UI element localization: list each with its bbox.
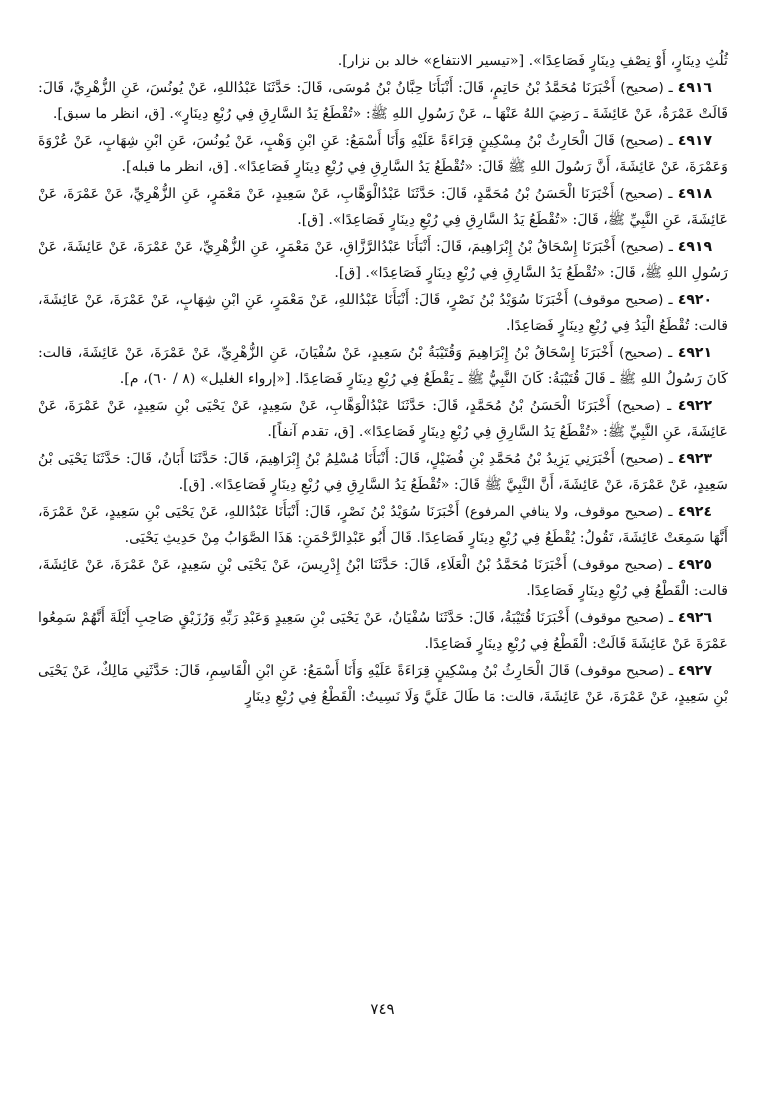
hadith-grade: (صحيح) <box>617 397 661 414</box>
hadith-text: أَخْبَرَنَا إِسْحَاقُ بْنُ إِبْرَاهِيمَ، قَالَ: أَنْبَأَنَا عَبْدُالرَّزَّاقِ، عَنْ مَعْمَرٍ، عَنِ الزُّهْرِيِّ، عَنْ عَمْرَةَ، عَنْ عَائِشَةَ، عَنْ رَسُولِ اللهِ ﷺ، قَالَ: «تُقْطَعُ يَدُ السَّارِقِ فِي رُبْعِ دِينَارٍ فَصَاعِدًا». [ق]. <box>38 238 728 281</box>
page-text-body <box>38 48 728 711</box>
hadith-text: أَخْبَرَنِي يَزِيدُ بْنُ مُحَمَّدِ بْنِ فُضَيْلٍ، قَالَ: أَنْبَأَنَا مُسْلِمُ بْنُ إِبْرَاهِيمَ، قَالَ: حَدَّثَنَا أَبَانُ، قَالَ: حَدَّثَنَا يَحْيَى بْنُ سَعِيدٍ، عَنْ عَمْرَةَ، عَنْ عَائِشَةَ، أَنَّ النَّبِيَّ ﷺ قَالَ: «تُقْطَعُ يَدُ السَّارِقِ فِي رُبْعِ دِينَارٍ فَصَاعِدًا». [ق]. <box>38 450 728 493</box>
hadith-grade: (صحيح) <box>620 132 664 149</box>
hadith-grade: (صحيح موقوف) <box>574 609 665 626</box>
hadith-text: أَخْبَرَنَا الْحَسَنُ بْنُ مُحَمَّدٍ، قَالَ: حَدَّثَنَا عَبْدُالْوَهَّابِ، عَنْ سَعِيدٍ، عَنْ مَعْمَرٍ، عَنِ الزُّهْرِيِّ، عَنْ عَمْرَةَ، عَنْ عَائِشَةَ، عَنِ النَّبِيِّ ﷺ، قَالَ: «تُقْطَعُ يَدُ السَّارِقِ فِي رُبْعِ دِينَارٍ فَصَاعِدًا». [ق]. <box>38 185 728 228</box>
hadith-text: أَخْبَرَنَا سُوَيْدُ بْنُ نَصْرٍ، قَالَ: أَنْبَأَنَا عَبْدُاللهِ، عَنْ يَحْيَى بْنِ سَعِيدٍ، عَنْ عَمْرَةَ، أَنَّهَا سَمِعَتْ عَائِشَةَ، تَقُولُ: يُقْطَعُ فِي رُبْعِ دِينَارٍ فَصَاعِدًا. قَالَ أَبُو عَبْدِالرَّحْمَنِ: هَذَا الصَّوَابُ مِنْ حَدِيثِ يَحْيَى. <box>38 503 728 546</box>
hadith-number: ٤٩١٦ <box>677 79 712 96</box>
hadith-4922: ٤٩٢٢ ـ (صحيح) أَخْبَرَنَا الْحَسَنُ بْنُ مُحَمَّدٍ، قَالَ: حَدَّثَنَا عَبْدُالْوَهَّابِ، عَنْ سَعِيدٍ، عَنْ يَحْيَى بْنِ سَعِيدٍ، عَنْ عَمْرَةَ، عَنْ عَائِشَةَ، عَنِ النَّبِيِّ ﷺ: «تُقْطَعُ يَدُ السَّارِقِ فِي رُبْعِ دِينَارٍ فَصَاعِدًا». [ق، تقدم آنفاً]. <box>38 397 728 440</box>
hadith-text: أَخْبَرَنَا مُحَمَّدُ بْنُ الْعَلَاءِ، قَالَ: حَدَّثَنَا ابْنُ إِدْرِيسَ، عَنْ يَحْيَى بْنِ سَعِيدٍ، عَنْ عَمْرَةَ، عَنْ عَائِشَةَ، قالت: الْقَطْعُ فِي رُبْعِ دِينَارٍ فَصَاعِدًا. <box>38 556 728 599</box>
hadith-number: ٤٩٢١ <box>677 344 712 361</box>
hadith-number: ٤٩٢٠ <box>677 291 713 308</box>
hadith-grade: (صحيح موقوف) <box>573 291 664 308</box>
hadith-number: ٤٩٢٥ <box>677 556 713 573</box>
hadith-text: أَخْبَرَنَا سُوَيْدُ بْنُ نَصْرٍ، قَالَ: أَنْبَأَنَا عَبْدُاللهِ، عَنْ مَعْمَرٍ، عَنِ ابْنِ شِهَابٍ، عَنْ عَمْرَةَ، عَنْ عَائِشَةَ، قالت: تُقْطَعُ الْيَدُ فِي رُبْعِ دِينَارٍ فَصَاعِدًا. <box>38 291 728 334</box>
hadith-grade: (صحيح موقوف) <box>572 556 663 573</box>
continuation-paragraph: ثُلُثِ دِينَارٍ، أَوْ نِصْفِ دِينَارٍ فَصَاعِدًا». [«تيسير الانتفاع» خالد بن نزار]. <box>337 53 728 69</box>
hadith-text: أَخْبَرَنَا إِسْحَاقُ بْنُ إِبْرَاهِيمَ وَقُتَيْبَةُ بْنُ سَعِيدٍ، عَنْ سُفْيَانَ، عَنِ الزُّهْرِيِّ، عَنْ عَمْرَةَ، عَنْ عَائِشَةَ، قالت: كَانَ رَسُولُ اللهِ ﷺ ـ قَالَ قُتَيْبَةُ: كَانَ النَّبِيُّ ﷺ ـ يَقْطَعُ فِي رُبْعِ دِينَارٍ فَصَاعِدًا. [«إرواء الغليل» (٨ / ٦٠)، م]. <box>38 344 728 387</box>
hadith-text: قَالَ الْحَارِثُ بْنُ مِسْكِينٍ قِرَاءَةً عَلَيْهِ وَأَنَا أَسْمَعُ: عَنِ ابْنِ وَهْبٍ، عَنْ يُونُسَ، عَنِ ابْنِ شِهَابٍ، عَنْ عُرْوَةَ وَعَمْرَةَ، عَنْ عَائِشَةَ، أَنَّ رَسُولَ اللهِ ﷺ قَالَ: «تُقْطَعُ يَدُ السَّارِقِ فِي رُبْعِ دِينَارٍ فَصَاعِدًا». [ق، انظر ما قبله]. <box>38 132 728 175</box>
hadith-number: ٤٩٢٣ <box>677 450 712 467</box>
hadith-text: أَخْبَرَنَا الْحَسَنُ بْنُ مُحَمَّدٍ، قَالَ: حَدَّثَنَا عَبْدُالْوَهَّابِ، عَنْ سَعِيدٍ، عَنْ يَحْيَى بْنِ سَعِيدٍ، عَنْ عَمْرَةَ، عَنْ عَائِشَةَ، عَنِ النَّبِيِّ ﷺ: «تُقْطَعُ يَدُ السَّارِقِ فِي رُبْعِ دِينَارٍ فَصَاعِدًا». [ق، تقدم آنفاً]. <box>38 397 728 440</box>
hadith-text: قَالَ الْحَارِثُ بْنُ مِسْكِينٍ قِرَاءَةً عَلَيْهِ وَأَنَا أَسْمَعُ: عَنِ ابْنِ الْقَاسِمِ، قَالَ: حَدَّثَنِي مَالِكٌ، عَنْ يَحْيَى بْنِ سَعِيدٍ، عَنْ عَمْرَةَ، عَنْ عَائِشَةَ، قالت: مَا طَالَ عَلَيَّ وَلَا نَسِيتُ: الْقَطْعُ فِي رُبْعِ دِينَارٍ <box>38 662 728 705</box>
hadith-4924: ٤٩٢٤ ـ (صحيح موقوف، ولا ينافي المرفوع) أَخْبَرَنَا سُوَيْدُ بْنُ نَصْرٍ، قَالَ: أَنْبَأَنَا عَبْدُاللهِ، عَنْ يَحْيَى بْنِ سَعِيدٍ، عَنْ عَمْرَةَ، أَنَّهَا سَمِعَتْ عَائِشَةَ، تَقُولُ: يُقْطَعُ فِي رُبْعِ دِينَارٍ فَصَاعِدًا. قَالَ أَبُو عَبْدِالرَّحْمَنِ: هَذَا الصَّوَابُ مِنْ حَدِيثِ يَحْيَى. <box>38 503 728 546</box>
hadith-grade: (صحيح موقوف) <box>574 662 665 679</box>
hadith-number: ٤٩١٩ <box>677 238 712 255</box>
hadith-grade: (صحيح) <box>620 450 664 467</box>
hadith-4921: ٤٩٢١ ـ (صحيح) أَخْبَرَنَا إِسْحَاقُ بْنُ إِبْرَاهِيمَ وَقُتَيْبَةُ بْنُ سَعِيدٍ، عَنْ سُفْيَانَ، عَنِ الزُّهْرِيِّ، عَنْ عَمْرَةَ، عَنْ عَائِشَةَ، قالت: كَانَ رَسُولُ اللهِ ﷺ ـ قَالَ قُتَيْبَةُ: كَانَ النَّبِيُّ ﷺ ـ يَقْطَعُ فِي رُبْعِ دِينَارٍ فَصَاعِدًا. [«إرواء الغليل» (٨ / ٦٠)، م]. <box>38 344 728 387</box>
hadith-4916: ٤٩١٦ ـ (صحيح) أَخْبَرَنَا مُحَمَّدُ بْنُ حَاتِمٍ، قَالَ: أَنْبَأَنَا حِبَّانُ بْنُ مُوسَى، قَالَ: حَدَّثَنَا عَبْدُاللهِ، عَنْ يُونُسَ، عَنِ الزُّهْرِيِّ، قَالَ: قَالَتْ عَمْرَةُ، عَنْ عَائِشَةَ ـ رَضِيَ اللهُ عَنْهَا ـ، عَنْ رَسُولِ اللهِ ﷺ: «تُقْطَعُ يَدُ السَّارِقِ فِي رُبْعِ دِينَارٍ». [ق، انظر ما سبق]. <box>38 79 728 122</box>
hadith-text: أَخْبَرَنَا مُحَمَّدُ بْنُ حَاتِمٍ، قَالَ: أَنْبَأَنَا حِبَّانُ بْنُ مُوسَى، قَالَ: حَدَّثَنَا عَبْدُاللهِ، عَنْ يُونُسَ، عَنِ الزُّهْرِيِّ، قَالَ: قَالَتْ عَمْرَةُ، عَنْ عَائِشَةَ ـ رَضِيَ اللهُ عَنْهَا ـ، عَنْ رَسُولِ اللهِ ﷺ: «تُقْطَعُ يَدُ السَّارِقِ فِي رُبْعِ دِينَارٍ». [ق، انظر ما سبق]. <box>38 79 728 122</box>
hadith-4918: ٤٩١٨ ـ (صحيح) أَخْبَرَنَا الْحَسَنُ بْنُ مُحَمَّدٍ، قَالَ: حَدَّثَنَا عَبْدُالْوَهَّابِ، عَنْ سَعِيدٍ، عَنْ مَعْمَرٍ، عَنِ الزُّهْرِيِّ، عَنْ عَمْرَةَ، عَنْ عَائِشَةَ، عَنِ النَّبِيِّ ﷺ، قَالَ: «تُقْطَعُ يَدُ السَّارِقِ فِي رُبْعِ دِينَارٍ فَصَاعِدًا». [ق]. <box>38 185 728 228</box>
hadith-4920: ٤٩٢٠ ـ (صحيح موقوف) أَخْبَرَنَا سُوَيْدُ بْنُ نَصْرٍ، قَالَ: أَنْبَأَنَا عَبْدُاللهِ، عَنْ مَعْمَرٍ، عَنِ ابْنِ شِهَابٍ، عَنْ عَمْرَةَ، عَنْ عَائِشَةَ، قالت: تُقْطَعُ الْيَدُ فِي رُبْعِ دِينَارٍ فَصَاعِدًا. <box>38 291 728 334</box>
hadith-4925: ٤٩٢٥ ـ (صحيح موقوف) أَخْبَرَنَا مُحَمَّدُ بْنُ الْعَلَاءِ، قَالَ: حَدَّثَنَا ابْنُ إِدْرِيسَ، عَنْ يَحْيَى بْنِ سَعِيدٍ، عَنْ عَمْرَةَ، عَنْ عَائِشَةَ، قالت: الْقَطْعُ فِي رُبْعِ دِينَارٍ فَصَاعِدًا. <box>38 556 728 599</box>
hadith-grade: (صحيح) <box>619 344 663 361</box>
page-number: ٧٤٩ <box>370 1000 395 1018</box>
hadith-4919: ٤٩١٩ ـ (صحيح) أَخْبَرَنَا إِسْحَاقُ بْنُ إِبْرَاهِيمَ، قَالَ: أَنْبَأَنَا عَبْدُالرَّزَّاقِ، عَنْ مَعْمَرٍ، عَنِ الزُّهْرِيِّ، عَنْ عَمْرَةَ، عَنْ عَائِشَةَ، عَنْ رَسُولِ اللهِ ﷺ، قَالَ: «تُقْطَعُ يَدُ السَّارِقِ فِي رُبْعِ دِينَارٍ فَصَاعِدًا». [ق]. <box>38 238 728 281</box>
hadith-number: ٤٩١٨ <box>677 185 713 202</box>
hadith-number: ٤٩٢٢ <box>677 397 712 414</box>
hadith-4927: ٤٩٢٧ ـ (صحيح موقوف) قَالَ الْحَارِثُ بْنُ مِسْكِينٍ قِرَاءَةً عَلَيْهِ وَأَنَا أَسْمَعُ: عَنِ ابْنِ الْقَاسِمِ، قَالَ: حَدَّثَنِي مَالِكٌ، عَنْ يَحْيَى بْنِ سَعِيدٍ، عَنْ عَمْرَةَ، عَنْ عَائِشَةَ، قالت: مَا طَالَ عَلَيَّ وَلَا نَسِيتُ: الْقَطْعُ فِي رُبْعِ دِينَارٍ <box>38 662 728 705</box>
hadith-grade: (صحيح) <box>620 79 664 96</box>
hadith-number: ٤٩٢٤ <box>677 503 713 520</box>
hadith-number: ٤٩٢٦ <box>677 609 712 626</box>
hadith-number: ٤٩١٧ <box>677 132 713 149</box>
hadith-4923: ٤٩٢٣ ـ (صحيح) أَخْبَرَنِي يَزِيدُ بْنُ مُحَمَّدِ بْنِ فُضَيْلٍ، قَالَ: أَنْبَأَنَا مُسْلِمُ بْنُ إِبْرَاهِيمَ، قَالَ: حَدَّثَنَا أَبَانُ، قَالَ: حَدَّثَنَا يَحْيَى بْنُ سَعِيدٍ، عَنْ عَمْرَةَ، عَنْ عَائِشَةَ، أَنَّ النَّبِيَّ ﷺ قَالَ: «تُقْطَعُ يَدُ السَّارِقِ فِي رُبْعِ دِينَارٍ فَصَاعِدًا». [ق]. <box>38 450 728 493</box>
hadith-grade: (صحيح موقوف، ولا ينافي المرفوع) <box>464 503 664 520</box>
hadith-grade: (صحيح) <box>620 238 664 255</box>
hadith-4917: ٤٩١٧ ـ (صحيح) قَالَ الْحَارِثُ بْنُ مِسْكِينٍ قِرَاءَةً عَلَيْهِ وَأَنَا أَسْمَعُ: عَنِ ابْنِ وَهْبٍ، عَنْ يُونُسَ، عَنِ ابْنِ شِهَابٍ، عَنْ عُرْوَةَ وَعَمْرَةَ، عَنْ عَائِشَةَ، أَنَّ رَسُولَ اللهِ ﷺ قَالَ: «تُقْطَعُ يَدُ السَّارِقِ فِي رُبْعِ دِينَارٍ فَصَاعِدًا». [ق، انظر ما قبله]. <box>38 132 728 175</box>
hadith-4926: ٤٩٢٦ ـ (صحيح موقوف) أَخْبَرَنَا قُتَيْبَةُ، قَالَ: حَدَّثَنَا سُفْيَانُ، عَنْ يَحْيَى بْنِ سَعِيدٍ وَعَبْدِ رَبِّهِ وَرُزَيْقٍ صَاحِبِ أَيْلَةَ أَنَّهُمْ سَمِعُوا عَمْرَةَ عَنْ عَائِشَةَ قَالَتْ: الْقَطْعُ فِي رُبْعِ دِينَارٍ فَصَاعِدًا. <box>38 609 728 652</box>
hadith-number: ٤٩٢٧ <box>677 662 712 679</box>
hadith-grade: (صحيح) <box>619 185 663 202</box>
hadith-text: أَخْبَرَنَا قُتَيْبَةُ، قَالَ: حَدَّثَنَا سُفْيَانُ، عَنْ يَحْيَى بْنِ سَعِيدٍ وَعَبْدِ رَبِّهِ وَرُزَيْقٍ صَاحِبِ أَيْلَةَ أَنَّهُمْ سَمِعُوا عَمْرَةَ عَنْ عَائِشَةَ قَالَتْ: الْقَطْعُ فِي رُبْعِ دِينَارٍ فَصَاعِدًا. <box>38 609 728 652</box>
